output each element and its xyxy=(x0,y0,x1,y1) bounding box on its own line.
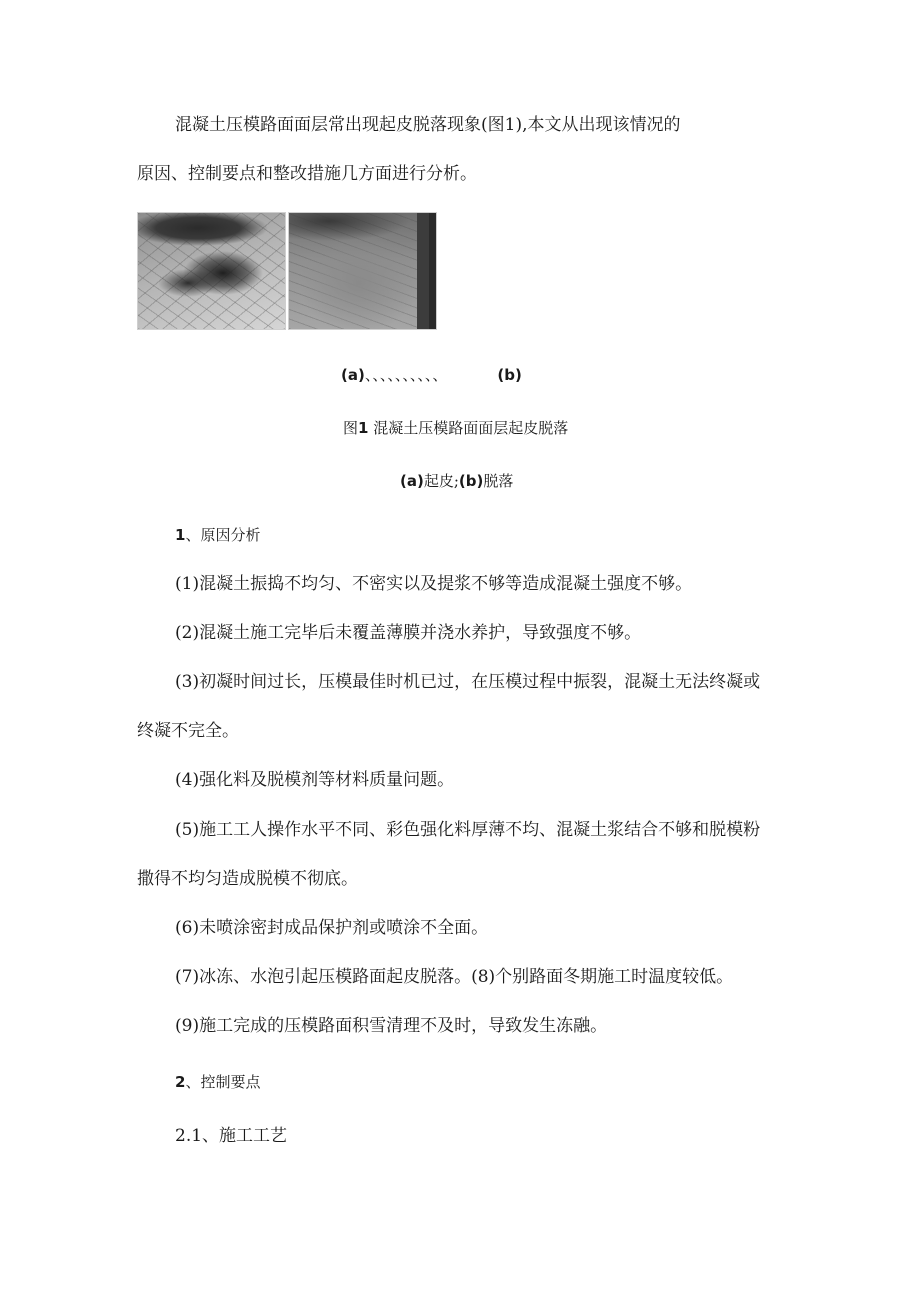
caption-prefix: 图 xyxy=(343,419,359,437)
section-2-title: 、控制要点 xyxy=(185,1073,261,1091)
subcaption-a-label: (a) xyxy=(400,472,424,490)
sublabel-dots: 、、、、、、、、、、 xyxy=(364,366,448,384)
cause-item-3: (3)初凝时间过长，压模最佳时机已过，在压模过程中振裂，混凝土无法终凝或 xyxy=(175,672,761,692)
subcaption-b-label: (b) xyxy=(458,472,484,490)
sublabel-a: (a) xyxy=(341,366,365,384)
cause-item-7-8: (7)冰冻、水泡引起压模路面起皮脱落。(8)个别路面冬期施工时温度较低。 xyxy=(175,967,734,987)
subcaption-a-text: 起皮; xyxy=(423,472,459,490)
subcaption-b-text: 脱落 xyxy=(483,472,514,490)
caption-text: 混凝土压模路面面层起皮脱落 xyxy=(373,419,569,437)
section-1-number: 1 xyxy=(175,526,186,544)
caption-number: 1 xyxy=(358,419,369,437)
section-1-heading xyxy=(175,524,260,546)
cause-item-4: (4)强化料及脱模剂等材料质量问题。 xyxy=(175,770,455,790)
cause-item-6: (6)未喷涂密封成品保护剂或喷涂不全面。 xyxy=(175,918,489,938)
figure-sublabels xyxy=(341,364,522,386)
cause-item-2: (2)混凝土施工完毕后未覆盖薄膜并浇水养护，导致强度不够。 xyxy=(175,623,642,643)
section-2-heading xyxy=(175,1071,260,1093)
subsection-2-1-heading: 2.1、施工工艺 xyxy=(175,1126,288,1146)
section-2-number: 2 xyxy=(175,1073,186,1091)
intro-line-1: 混凝土压模路面面层常出现起皮脱落现象(图1),本文从出现该情况的 xyxy=(175,115,681,135)
figure-caption xyxy=(343,417,568,439)
photo-b-spalling xyxy=(288,212,437,330)
section-1-title: 、原因分析 xyxy=(185,526,261,544)
cause-item-9: (9)施工完成的压模路面积雪清理不及时，导致发生冻融。 xyxy=(175,1016,608,1036)
cause-item-5: (5)施工工人操作水平不同、彩色强化料厚薄不均、混凝土浆结合不够和脱模粉 xyxy=(175,820,761,840)
intro-line-2: 原因、控制要点和整改措施几方面进行分析。 xyxy=(137,164,477,184)
cause-item-1: (1)混凝土振捣不均匀、不密实以及提浆不够等造成混凝土强度不够。 xyxy=(175,574,693,594)
cause-item-5-cont: 撒得不均匀造成脱模不彻底。 xyxy=(137,869,358,889)
photo-a-peeling xyxy=(137,212,286,330)
figure-1-photos xyxy=(137,212,437,328)
cause-item-3-cont: 终凝不完全。 xyxy=(137,721,239,741)
sublabel-b: (b) xyxy=(497,366,522,384)
figure-subcaption xyxy=(400,470,513,492)
